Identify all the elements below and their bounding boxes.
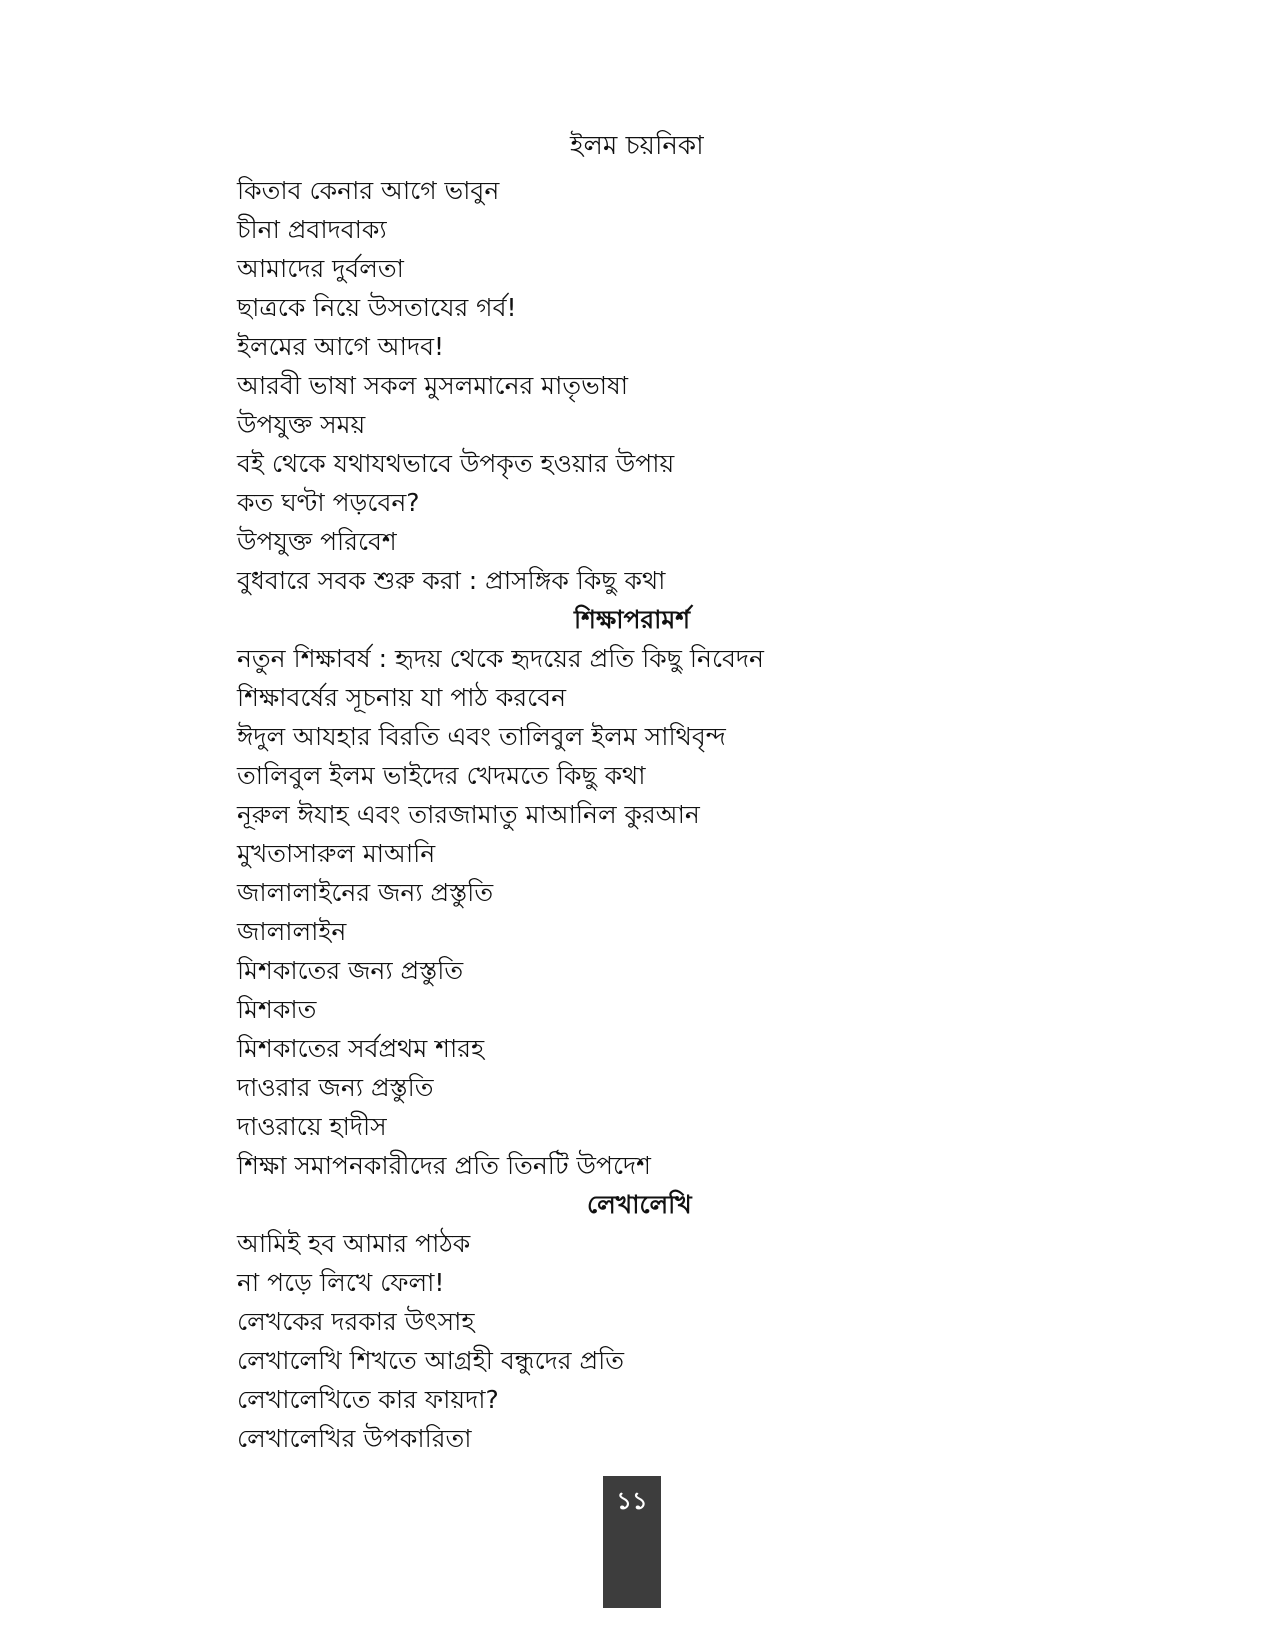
running-header: ইলম চয়নিকা bbox=[570, 131, 704, 161]
toc-item: শিক্ষা সমাপনকারীদের প্রতি তিনটি উপদেশ bbox=[237, 1151, 651, 1180]
section-heading: শিক্ষাপরামর্শ bbox=[574, 605, 691, 634]
toc-item: দাওরায়ে হাদীস bbox=[237, 1112, 387, 1141]
toc-item: আরবী ভাষা সকল মুসলমানের মাতৃভাষা bbox=[237, 371, 628, 400]
toc-item: উপযুক্ত পরিবেশ bbox=[237, 527, 397, 556]
toc-item: লেখালেখিতে কার ফায়দা? bbox=[237, 1385, 499, 1414]
page-number: ১১ bbox=[616, 1487, 648, 1515]
table-of-contents bbox=[237, 171, 1057, 1458]
toc-item: আমিই হব আমার পাঠক bbox=[237, 1229, 471, 1258]
toc-item: ইলমের আগে আদব! bbox=[237, 332, 445, 361]
toc-item: লেখকের দরকার উৎসাহ bbox=[237, 1307, 475, 1336]
toc-item: মুখতাসারুল মাআনি bbox=[237, 839, 436, 868]
toc-item: কত ঘণ্টা পড়বেন? bbox=[237, 488, 420, 517]
toc-item: কিতাব কেনার আগে ভাবুন bbox=[237, 176, 500, 205]
toc-item: লেখালেখি শিখতে আগ্রহী বন্ধুদের প্রতি bbox=[237, 1346, 625, 1375]
toc-item: নতুন শিক্ষাবর্ষ : হৃদয় থেকে হৃদয়ের প্রতি কিছু নিবেদন bbox=[237, 644, 764, 673]
toc-item: শিক্ষাবর্ষের সূচনায় যা পাঠ করবেন bbox=[237, 683, 566, 712]
toc-item: না পড়ে লিখে ফেলা! bbox=[237, 1268, 445, 1297]
toc-item: লেখালেখির উপকারিতা bbox=[237, 1424, 472, 1453]
toc-item: বই থেকে যথাযথভাবে উপকৃত হওয়ার উপায় bbox=[237, 449, 675, 478]
toc-item: আমাদের দুর্বলতা bbox=[237, 254, 404, 283]
toc-item: দাওরার জন্য প্রস্তুতি bbox=[237, 1073, 434, 1102]
page-number-tab bbox=[603, 1476, 661, 1608]
toc-item: মিশকাতের জন্য প্রস্তুতি bbox=[237, 956, 464, 985]
toc-item: ছাত্রকে নিয়ে উসতাযের গর্ব! bbox=[237, 293, 517, 322]
toc-item: ঈদুল আযহার বিরতি এবং তালিবুল ইলম সাথিবৃন্দ bbox=[237, 722, 726, 751]
toc-item: জালালাইন bbox=[237, 917, 347, 946]
toc-item: চীনা প্রবাদবাক্য bbox=[237, 215, 387, 244]
toc-item: মিশকাতের সর্বপ্রথম শারহ bbox=[237, 1034, 485, 1063]
toc-item: মিশকাত bbox=[237, 995, 317, 1024]
toc-item: নূরুল ঈযাহ এবং তারজামাতু মাআনিল কুরআন bbox=[237, 800, 700, 829]
section-heading: লেখালেখি bbox=[587, 1190, 692, 1219]
toc-item: জালালাইনের জন্য প্রস্তুতি bbox=[237, 878, 494, 907]
toc-item: তালিবুল ইলম ভাইদের খেদমতে কিছু কথা bbox=[237, 761, 646, 790]
toc-item: উপযুক্ত সময় bbox=[237, 410, 366, 439]
toc-item: বুধবারে সবক শুরু করা : প্রাসঙ্গিক কিছু কথা bbox=[237, 566, 666, 595]
